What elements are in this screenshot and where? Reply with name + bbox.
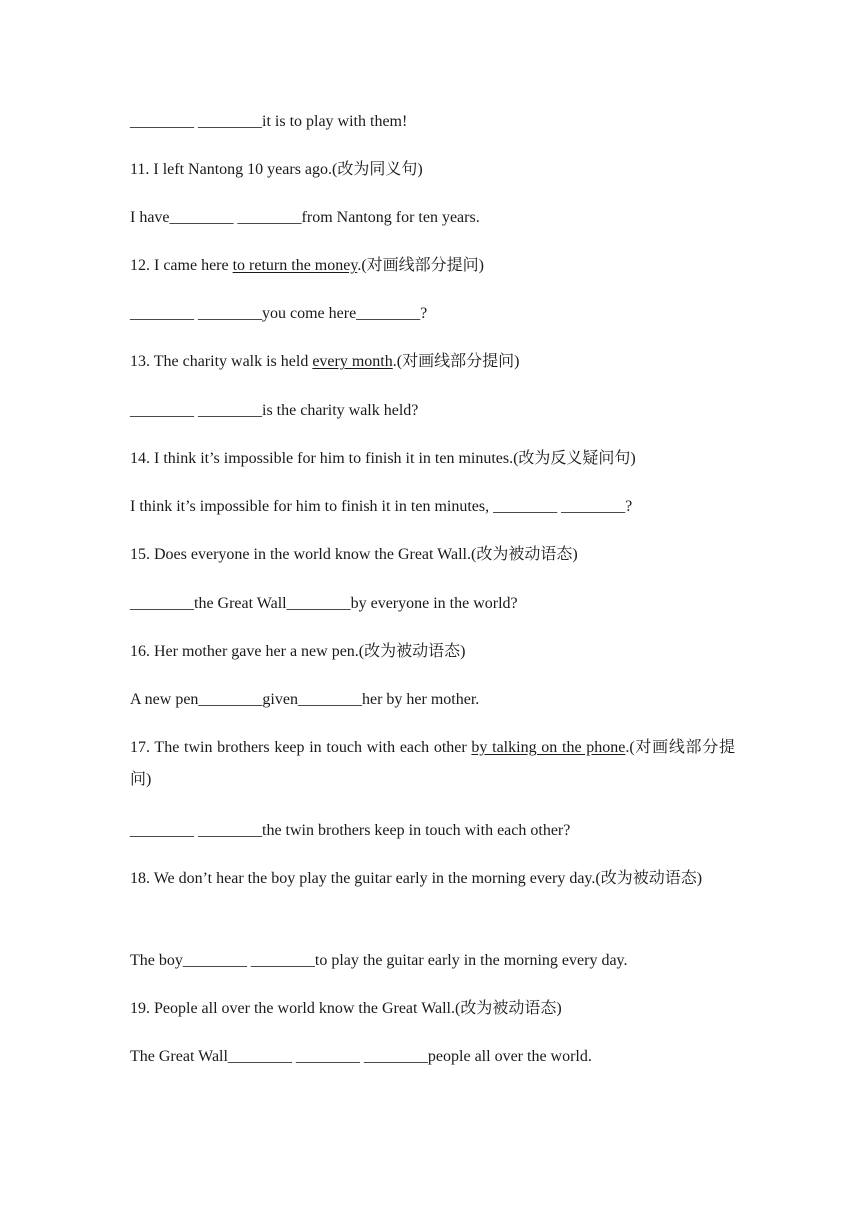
underlined-phrase: by talking on the phone [471, 739, 626, 756]
text-segment: 11. I left Nantong 10 years ago.(改为同义句) [130, 161, 423, 178]
text-segment: ________ ________is the charity walk held? [130, 402, 419, 419]
question-15 [130, 539, 735, 571]
question-14 [130, 443, 735, 475]
text-segment: A new pen________given________her by her mother. [130, 691, 480, 708]
question-18 [130, 863, 735, 895]
answer-line-17 [130, 815, 735, 847]
text-segment: 18. We don’t hear the boy play the guitar early in the morning every day.(改为被动语态) [130, 870, 703, 887]
text-segment: 16. Her mother gave her a new pen.(改为被动语态) [130, 643, 466, 660]
question-19 [130, 993, 735, 1025]
question-12 [130, 250, 735, 282]
answer-line-11 [130, 202, 735, 234]
text-segment: 15. Does everyone in the world know the Great Wall.(改为被动语态) [130, 546, 578, 563]
text-segment: The boy________ ________to play the guitar early in the morning every day. [130, 952, 628, 969]
text-segment: 12. I came here [130, 257, 233, 274]
question-13 [130, 346, 735, 378]
text-segment: 19. People all over the world know the Great Wall.(改为被动语态) [130, 1000, 562, 1017]
answer-line-13 [130, 395, 735, 427]
underlined-phrase: every month [312, 353, 393, 370]
text-segment: ________ ________the twin brothers keep in touch with each other? [130, 822, 571, 839]
text-segment: .(对画线部分提问) [357, 257, 484, 274]
answer-line-15 [130, 588, 735, 620]
answer-line-12 [130, 298, 735, 330]
question-17 [130, 732, 735, 796]
text-segment: ________ ________it is to play with them! [130, 113, 408, 130]
question-16 [130, 636, 735, 668]
text-segment: .(对画线部分提问) [130, 739, 735, 788]
answer-line-19 [130, 1041, 735, 1073]
underlined-phrase: to return the money [232, 257, 358, 274]
answer-line-18 [130, 945, 735, 977]
answer-line-16 [130, 684, 735, 716]
text-segment: ________the Great Wall________by everyone in the world? [130, 595, 518, 612]
text-segment: 13. The charity walk is held [130, 353, 313, 370]
text-segment: I have________ ________from Nantong for ten years. [130, 209, 480, 226]
text-segment: 14. I think it’s impossible for him to finish it in ten minutes.(改为反义疑问句) [130, 450, 636, 467]
text-segment: .(对画线部分提问) [392, 353, 520, 370]
answer-line-14 [130, 491, 735, 523]
answer-line-10 [130, 106, 735, 138]
text-segment: ________ ________you come here________? [130, 305, 428, 322]
text-segment: The Great Wall________ ________ ________people all over the world. [130, 1048, 592, 1065]
text-segment: 17. The twin brothers keep in touch with each other [130, 739, 472, 756]
text-segment: I think it’s impossible for him to finish it in ten minutes, ________ ________? [130, 498, 633, 515]
question-11 [130, 154, 735, 186]
